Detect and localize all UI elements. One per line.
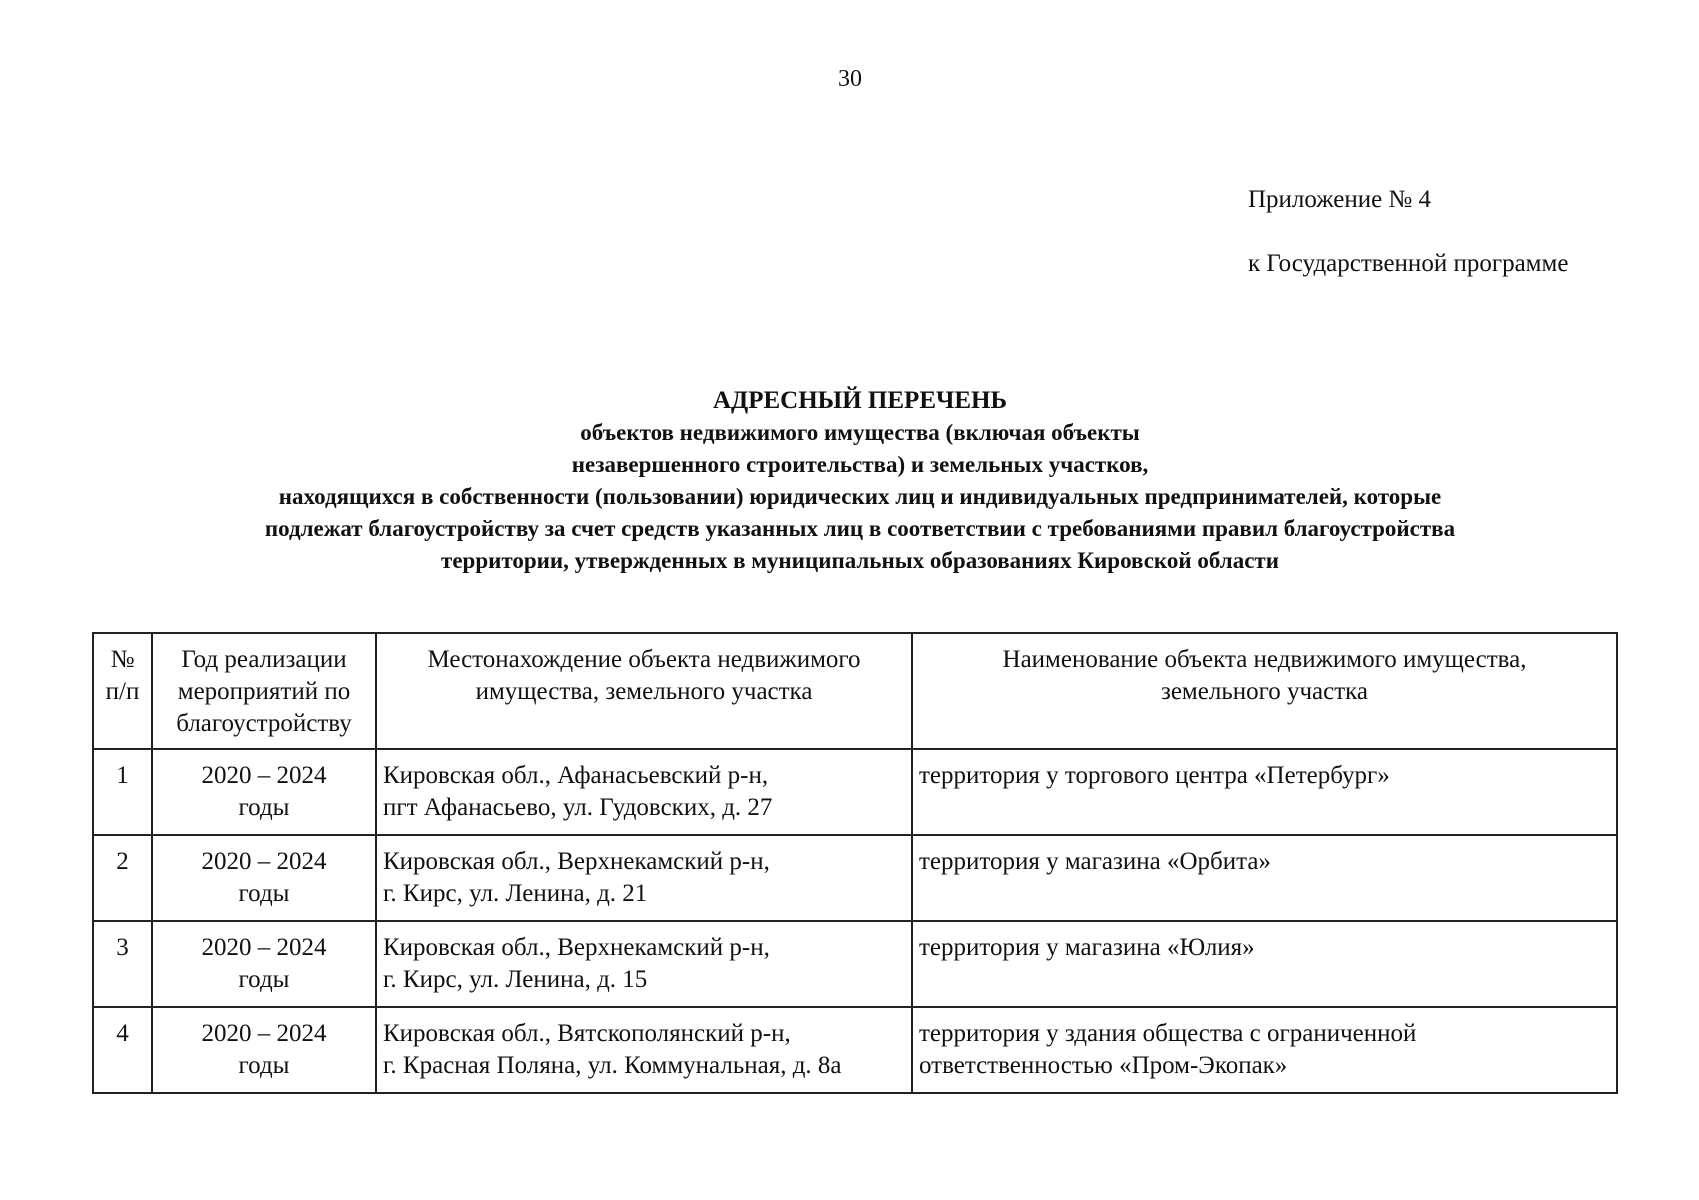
header-num-line: № <box>110 646 135 673</box>
table-row <box>93 921 1617 1007</box>
title-line: подлежат благоустройству за счет средств указанных лиц в соответствии с требованиями правил благоустройства <box>264 516 1456 541</box>
table-row <box>93 1007 1617 1093</box>
title-line: находящихся в собственности (пользовании) юридических лиц и индивидуальных предпринимателей, которые <box>278 484 1442 509</box>
appendix-label: Приложение № 4 <box>1248 186 1432 213</box>
cell-location-line: пгт Афанасьево, ул. Гудовских, д. 27 <box>383 794 773 821</box>
table-row <box>93 749 1617 835</box>
cell-year <box>152 921 376 1007</box>
header-num <box>93 633 152 749</box>
cell-year-line: 2020 – 2024 <box>201 762 327 789</box>
title-line: незавершенного строительства) и земельных участков, <box>571 452 1149 477</box>
cell-object-name <box>912 835 1617 921</box>
cell-num: 3 <box>93 921 152 1007</box>
cell-location <box>376 921 912 1007</box>
cell-location-line: г. Красная Поляна, ул. Коммунальная, д. 8а <box>383 1052 842 1079</box>
cell-year <box>152 835 376 921</box>
cell-year <box>152 1007 376 1093</box>
cell-object-name-line: территория у магазина «Юлия» <box>919 934 1255 961</box>
cell-object-name <box>912 749 1617 835</box>
cell-object-name <box>912 1007 1617 1093</box>
appendix-program-label: к Государственной программе <box>1248 250 1569 277</box>
cell-num: 4 <box>93 1007 152 1093</box>
cell-location <box>376 835 912 921</box>
cell-location-line: г. Кирс, ул. Ленина, д. 21 <box>383 880 648 907</box>
cell-num: 2 <box>93 835 152 921</box>
cell-year-line: 2020 – 2024 <box>201 848 327 875</box>
cell-year-line: годы <box>238 794 290 821</box>
header-year-line: благоустройству <box>176 710 352 737</box>
title-line: объектов недвижимого имущества (включая объекты <box>580 420 1140 445</box>
address-registry-table <box>92 632 1618 1094</box>
header-object-name <box>912 633 1617 749</box>
header-year-line: Год реализации <box>181 646 347 673</box>
header-year <box>152 633 376 749</box>
header-num-line: п/п <box>105 678 140 705</box>
cell-object-name-line: территория у здания общества с ограниченной <box>919 1020 1417 1047</box>
page-number: 30 <box>838 66 862 92</box>
cell-location <box>376 749 912 835</box>
cell-year-line: годы <box>238 880 290 907</box>
header-location-line: Местонахождение объекта недвижимого <box>427 646 861 673</box>
cell-object-name <box>912 921 1617 1007</box>
cell-year-line: 2020 – 2024 <box>201 1020 327 1047</box>
cell-year-line: годы <box>238 966 290 993</box>
header-year-line: мероприятий по <box>177 678 351 705</box>
cell-object-name-line: ответственностью «Пром-Экопак» <box>919 1052 1288 1079</box>
cell-location <box>376 1007 912 1093</box>
header-location-line: имущества, земельного участка <box>475 678 813 705</box>
table-header-row <box>93 633 1617 749</box>
table-row <box>93 835 1617 921</box>
cell-year <box>152 749 376 835</box>
document-title: АДРЕСНЫЙ ПЕРЕЧЕНЬ <box>712 387 1007 414</box>
cell-location-line: г. Кирс, ул. Ленина, д. 15 <box>383 966 648 993</box>
cell-object-name-line: территория у магазина «Орбита» <box>919 848 1271 875</box>
document-title-block <box>100 385 1620 577</box>
cell-num: 1 <box>93 749 152 835</box>
cell-year-line: годы <box>238 1052 290 1079</box>
cell-location-line: Кировская обл., Верхнекамский р-н, <box>383 934 770 961</box>
cell-location-line: Кировская обл., Верхнекамский р-н, <box>383 848 770 875</box>
header-object-name-line: Наименование объекта недвижимого имущества, <box>1002 646 1527 673</box>
header-object-name-line: земельного участка <box>1160 678 1369 705</box>
cell-location-line: Кировская обл., Вятскополянский р-н, <box>383 1020 791 1047</box>
header-location <box>376 633 912 749</box>
cell-location-line: Кировская обл., Афанасьевский р-н, <box>383 762 769 789</box>
cell-year-line: 2020 – 2024 <box>201 934 327 961</box>
title-line: территории, утвержденных в муниципальных образованиях Кировской области <box>441 548 1279 573</box>
cell-object-name-line: территория у торгового центра «Петербург» <box>919 762 1390 789</box>
